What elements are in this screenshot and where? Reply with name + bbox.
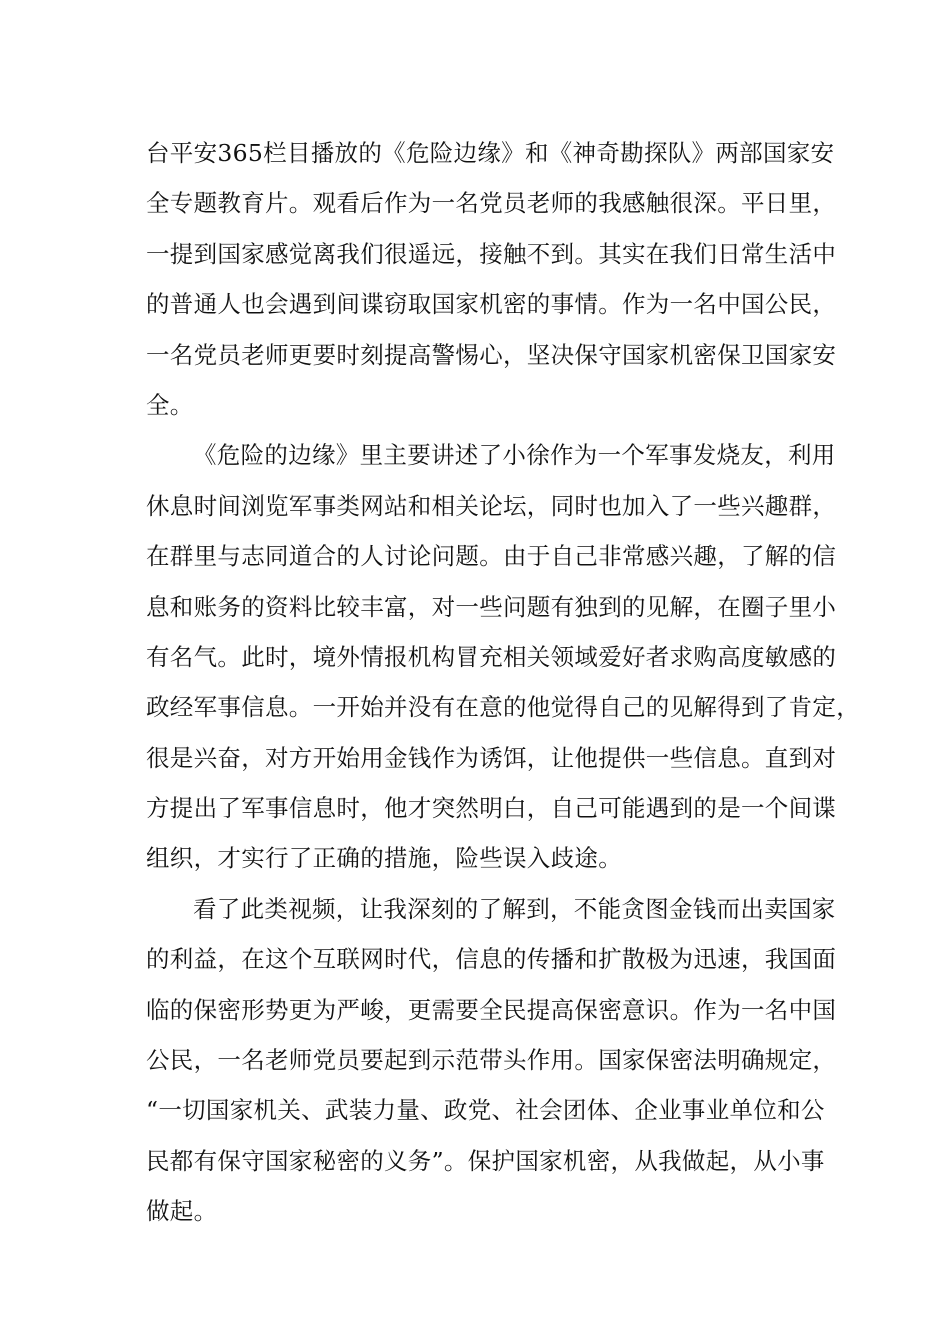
text-line: 一提到国家感觉离我们很遥远，接触不到。其实在我们日常生活中 [146,239,837,268]
text-line: 息和账务的资料比较丰富，对一些问题有独到的见解，在圈子里小 [146,592,837,621]
text-line: 台平安365栏目播放的《危险边缘》和《神奇勘探队》两部国家安 [146,139,835,167]
text-line: 临的保密形势更为严峻，更需要全民提高保密意识。作为一名中国 [146,995,837,1024]
text-line: 有名气。此时，境外情报机构冒充相关领域爱好者求购高度敏感的 [146,642,837,671]
text-line: 民都有保守国家秘密的义务”。保护国家机密，从我做起，从小事 [146,1146,825,1175]
document-body [146,128,860,1237]
text-line: 全。 [146,390,194,419]
text-line: 休息时间浏览军事类网站和相关论坛，同时也加入了一些兴趣群， [146,491,837,520]
paragraph-2 [146,430,860,884]
text-line: 的利益，在这个互联网时代，信息的传播和扩散极为迅速，我国面 [146,945,837,974]
text-line: 做起。 [146,1197,218,1226]
text-line: 公民，一名老师党员要起到示范带头作用。国家保密法明确规定， [146,1046,837,1075]
text-line: “一切国家机关、武装力量、政党、社会团体、企业事业单位和公 [146,1096,825,1125]
text-line: 组织，才实行了正确的措施，险些误入歧途。 [146,844,622,873]
text-line-indented: 《危险的边缘》里主要讲述了小徐作为一个军事发烧友，利用 [193,441,836,470]
text-line: 很是兴奋，对方开始用金钱作为诱饵，让他提供一些信息。直到对 [146,743,837,772]
text-line-indented: 看了此类视频，让我深刻的了解到，不能贪图金钱而出卖国家 [193,894,836,923]
text-line: 的普通人也会遇到间谍窃取国家机密的事情。作为一名中国公民， [146,290,837,319]
paragraph-3 [146,884,836,1237]
paragraph-1 [146,128,836,430]
text-line: 一名党员老师更要时刻提高警惕心，坚决保守国家机密保卫国家安 [146,340,837,369]
text-line: 在群里与志同道合的人讨论问题。由于自己非常感兴趣，了解的信 [146,542,837,571]
text-line: 方提出了军事信息时，他才突然明白，自己可能遇到的是一个间谍 [146,794,837,823]
text-line: 全专题教育片。观看后作为一名党员老师的我感触很深。平日里， [146,189,837,218]
text-line: 政经军事信息。一开始并没有在意的他觉得自己的见解得到了肯定， [146,693,860,722]
